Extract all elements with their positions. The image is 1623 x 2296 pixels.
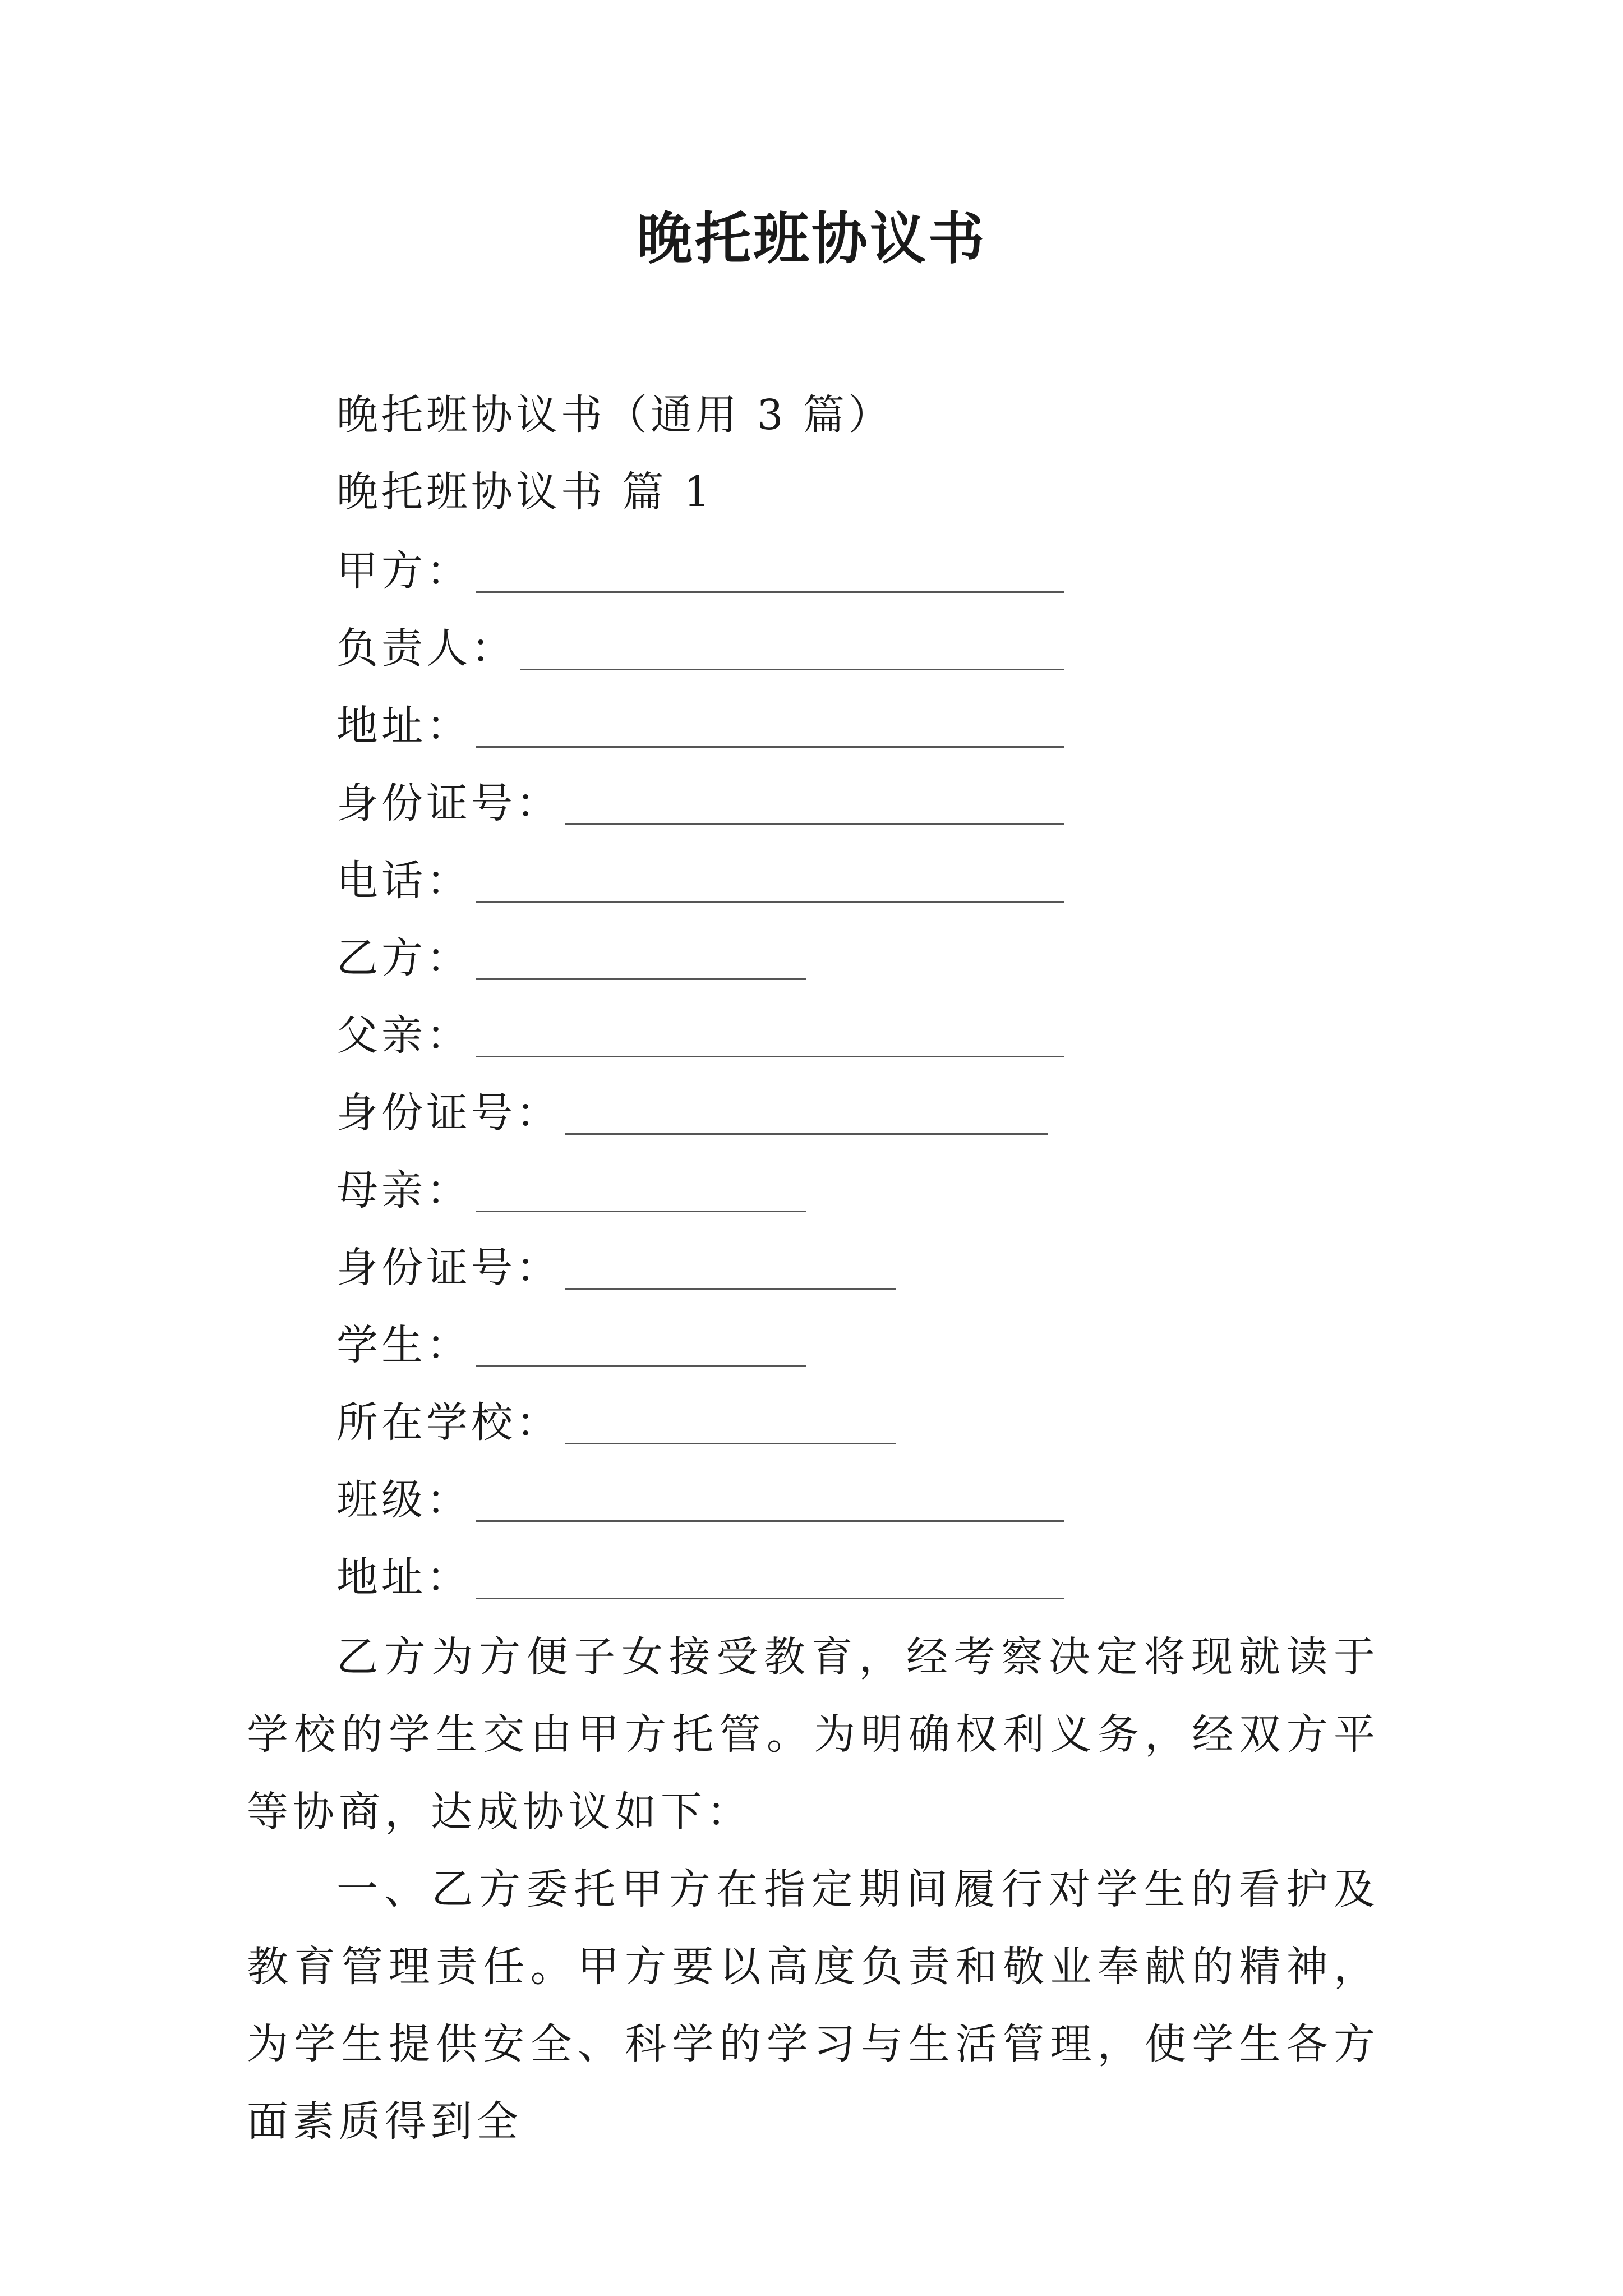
field-label: 所在学校： — [336, 1398, 561, 1447]
field-id-number-a — [336, 772, 1064, 828]
field-address-b — [336, 1546, 1064, 1602]
field-label: 地址： — [336, 1553, 471, 1602]
field-label: 乙方： — [336, 934, 471, 982]
field-label: 身份证号： — [336, 1089, 561, 1137]
blank-line[interactable] — [565, 1249, 896, 1290]
field-school — [336, 1391, 896, 1447]
paragraph-clause-1: 一、乙方委托甲方在指定期间履行对学生的看护及教育管理责任。甲方要以高度负责和敬业奉献的精神，为学生提供安全、科学的学习与生活管理，使学生各方面素质得到全 — [247, 1865, 1380, 2146]
field-party-a — [336, 540, 1064, 596]
paragraph-intro: 乙方为方便子女接受教育，经考察决定将现就读于学校的学生交由甲方托管。为明确权利义务，经双方平等协商，达成协议如下： — [247, 1633, 1380, 1836]
field-student — [336, 1314, 806, 1370]
field-label: 父亲： — [336, 1011, 471, 1060]
field-responsible-person — [336, 617, 1064, 673]
field-mother — [336, 1159, 806, 1215]
blank-line[interactable] — [565, 1094, 1048, 1135]
blank-line[interactable] — [476, 552, 1064, 593]
field-label: 母亲： — [336, 1166, 471, 1214]
field-label: 班级： — [336, 1476, 471, 1524]
blank-line[interactable] — [476, 1558, 1064, 1599]
blank-line[interactable] — [476, 707, 1064, 748]
field-phone — [336, 849, 1064, 905]
field-label: 电话： — [336, 857, 471, 905]
blank-line[interactable] — [476, 1481, 1064, 1522]
field-father-id-number — [336, 1082, 1048, 1138]
section-heading: 晚托班协议书 篇 1 — [336, 468, 714, 516]
blank-line[interactable] — [476, 1326, 806, 1367]
field-father — [336, 1004, 1064, 1060]
blank-line[interactable] — [476, 939, 806, 980]
blank-line[interactable] — [476, 862, 1064, 903]
blank-line[interactable] — [565, 1404, 896, 1444]
field-address-a — [336, 694, 1064, 751]
field-label: 学生： — [336, 1321, 471, 1369]
field-label: 负责人： — [336, 624, 516, 673]
blank-line[interactable] — [520, 629, 1064, 670]
field-label: 地址： — [336, 702, 471, 750]
field-label: 身份证号： — [336, 779, 561, 827]
document-title: 晚托班协议书 — [637, 205, 986, 272]
blank-line[interactable] — [476, 1171, 806, 1212]
field-label: 甲方： — [336, 547, 471, 595]
field-party-b — [336, 927, 806, 983]
field-label: 身份证号： — [336, 1244, 561, 1292]
blank-line[interactable] — [476, 1016, 1064, 1057]
blank-line[interactable] — [565, 784, 1064, 825]
document-subtitle: 晚托班协议书（通用 3 篇） — [336, 391, 893, 439]
field-class — [336, 1469, 1064, 1525]
field-mother-id-number — [336, 1236, 896, 1292]
